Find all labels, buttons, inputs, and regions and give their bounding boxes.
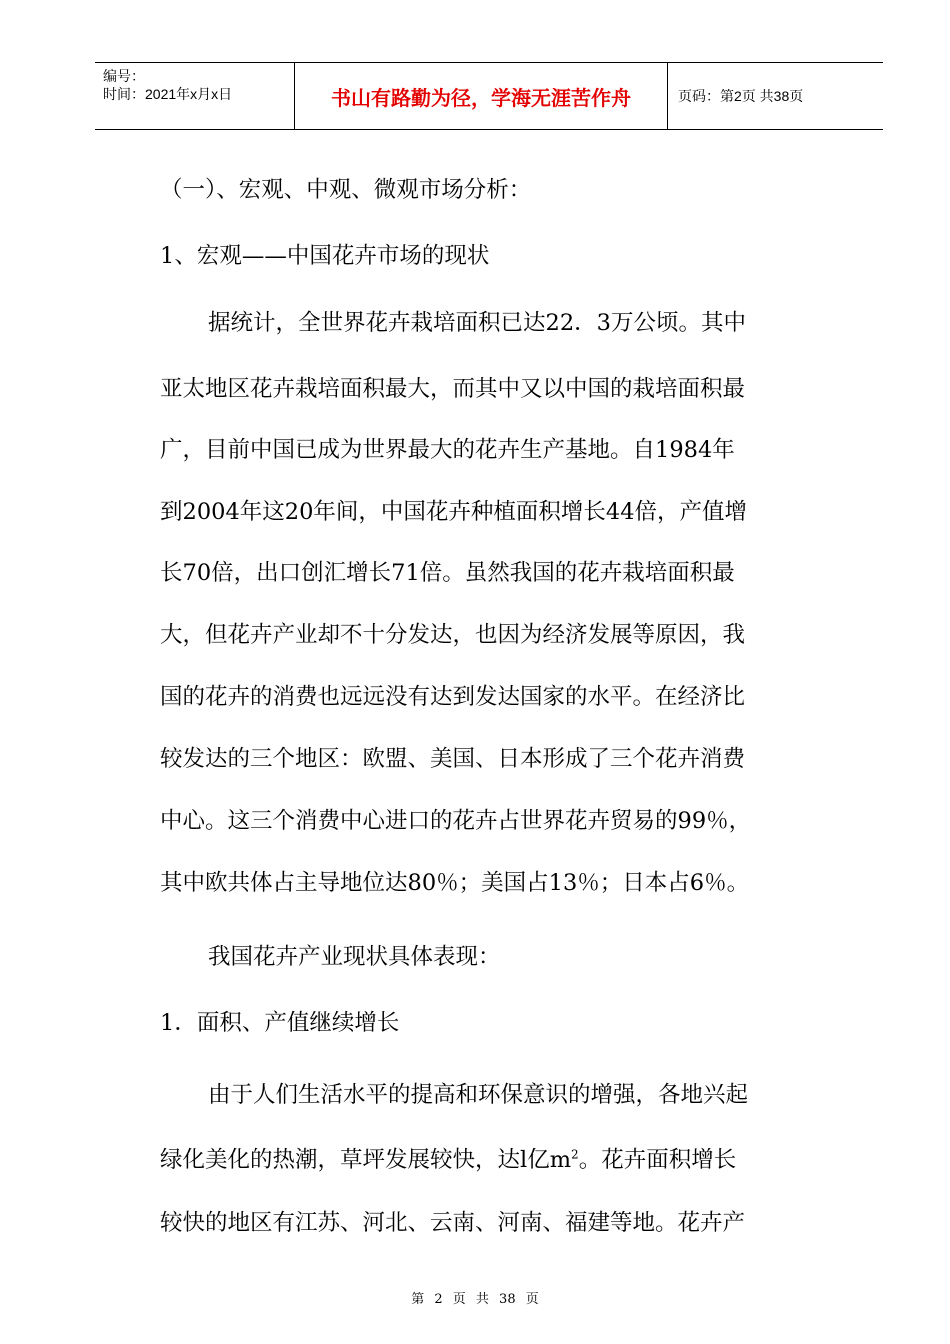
paragraph-line: 长70倍，出口创汇增长71倍。虽然我国的花卉栽培面积最 [160, 560, 735, 586]
superscript: 2 [571, 1147, 579, 1162]
paragraph-line: 亚太地区花卉栽培面积最大，而其中又以中国的栽培面积最 [160, 376, 746, 402]
paragraph-line: 中心。这三个消费中心进口的花卉占世界花卉贸易的99％， [160, 808, 752, 834]
intro-line: 我国花卉产业现状具体表现： [208, 944, 501, 970]
subheading: 1、宏观——中国花卉市场的现状 [160, 243, 490, 269]
paragraph-text: 。花卉面积增长 [578, 1147, 737, 1173]
point-heading: 1．面积、产值继续增长 [160, 1010, 400, 1036]
paragraph-line: 其中欧共体占主导地位达80％；美国占13％；日本占6％。 [160, 870, 750, 896]
section-heading: （一）、宏观、中观、微观市场分析： [160, 177, 532, 203]
page-footer: 第 2 页 共 38 页 [411, 1292, 539, 1307]
paragraph-line: 较快的地区有江苏、河北、云南、河南、福建等地。花卉产 [160, 1210, 746, 1236]
paragraph-line: 据统计，全世界花卉栽培面积已达22．3万公顷。其中 [208, 310, 746, 336]
paragraph-line: 到2004年这20年间，中国花卉种植面积增长44倍，产值增 [160, 499, 748, 525]
number-label: 编号： [103, 68, 145, 84]
paragraph-text: 绿化美化的热潮，草坪发展较快，达l亿m [160, 1147, 572, 1173]
header-meta [95, 63, 295, 129]
header-motto: 书山有路勤为径，学海无涯苦作舟 [295, 63, 668, 129]
header-page-info: 页码：第2页 共38页 [678, 88, 804, 104]
time-label: 时间：2021年x月x日 [103, 86, 233, 102]
paragraph-line: 由于人们生活水平的提高和环保意识的增强，各地兴起 [208, 1082, 749, 1108]
paragraph-line [160, 1142, 840, 1174]
paragraph-line: 广，目前中国已成为世界最大的花卉生产基地。自1984年 [160, 437, 735, 463]
paragraph-line: 国的花卉的消费也远远没有达到发达国家的水平。在经济比 [160, 684, 746, 710]
page-header [95, 62, 883, 130]
paragraph-line: 大，但花卉产业却不十分发达，也因为经济发展等原因，我 [160, 622, 746, 648]
paragraph-line: 较发达的三个地区：欧盟、美国、日本形成了三个花卉消费 [160, 746, 746, 772]
